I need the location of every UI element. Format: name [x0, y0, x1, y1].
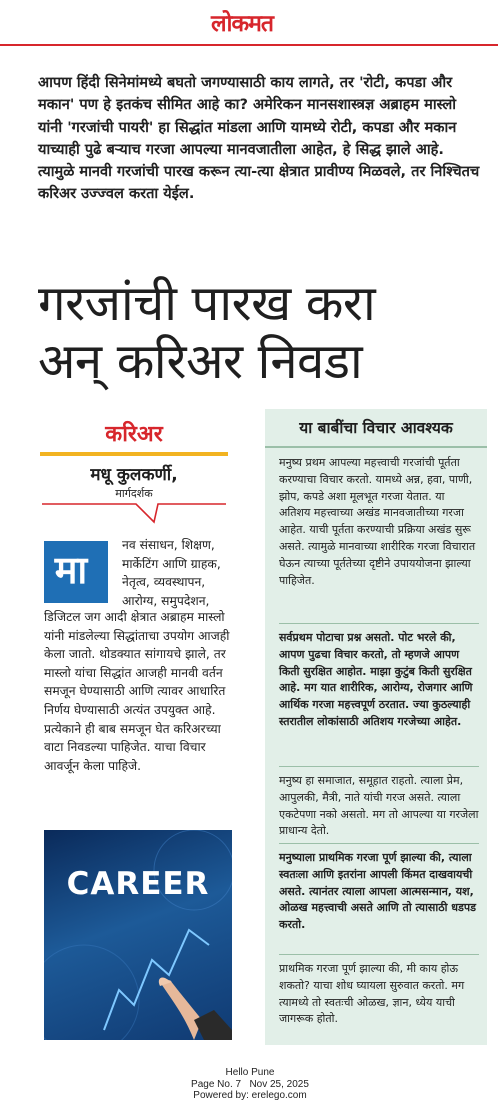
headline-line-2: अन् करिअर निवडा [38, 333, 363, 390]
author-name: मधू कुलकर्णी, [90, 465, 178, 485]
sidebar-divider [279, 623, 479, 624]
article-text-col2: डिजिटल जग आदी क्षेत्रात अब्राहम मास्लो यांनी मांडलेल्या सिद्धांताचा उपयोग आजही केला जातो. थोडक्यात सांगायचे झाले, तर मास्लो यांचा सिद्धांत आजही मानवी वर्तन समजून घेण्यासाठी आणि त्यावर आधारित निर्णय घेण्यासाठी अत्यंत उपयुक्त आहे. प्रत्येकाने ही बाब समजून घेत करिअरच्या वाटा निवडल्या पाहिजेत. याचा विचार आवर्जून केला पाहिजे. [44, 610, 230, 773]
sidebar-paragraph-1: मनुष्य प्रथम आपल्या महत्त्वाची गरजांची पूर्तता करण्याचा विचार करतो. यामध्ये अन्न, हवा, पाणी, झोप, कपडे अशा मूलभूत गरजा येतात. या अतिशय महत्त्वाच्या अखंड मानवजातीच्या गरजा आहेत. याची पूर्तता करण्याची प्रक्रिया अखंड सुरू असते. त्यामुळे मानवाच्या शारीरिक गरजा विचारात घेऊन त्याच्या पूर्ततेच्या दृष्टीने उपाययोजना झाल्या पाहिजेत. [279, 456, 476, 587]
footer-page-date [170, 1079, 330, 1091]
footer-edition: Hello Pune [225, 1067, 275, 1078]
sidebar-divider [279, 843, 479, 844]
headline [38, 275, 488, 391]
page-footer [170, 1067, 330, 1102]
sidebar-title: या बाबींचा विचार आवश्यक [299, 419, 453, 437]
lokmat-logo: लोकमत [210, 10, 274, 37]
dropcap-block [44, 541, 108, 603]
sidebar-divider [279, 766, 479, 767]
footer-powered[interactable]: Powered by: erelego.com [193, 1090, 307, 1101]
sidebar-divider [279, 954, 479, 955]
sidebar-paragraph-4: मनुष्याला प्राथमिक गरजा पूर्ण झाल्या की, त्याला स्वतःला आणि इतरांना आपली किंमत दाखवायची असते. त्यानंतर त्याला आपला आत्मसन्मान, यश, ओळख महत्त्वाची असते आणि तो त्यासाठी धडपड करतो. [279, 851, 477, 932]
career-word: CAREER [66, 866, 210, 902]
sidebar-paragraph-3: मनुष्य हा समाजात, समूहात राहतो. त्याला प्रेम, आपुलकी, मैत्री, नाते यांची गरज असते. त्याला एकटेपणा नको असतो. मग तो आपल्या या गरजेला प्राधान्य देतो. [279, 774, 479, 838]
career-illustration [44, 830, 232, 1040]
sidebar-title-rule [265, 446, 487, 448]
footer-page: Page No. 7 [191, 1078, 242, 1090]
speech-pointer-icon [40, 500, 228, 526]
sidebar-paragraph-5: प्राथमिक गरजा पूर्ण झाल्या की, मी काय होऊ शकतो? याचा शोध घ्यायला सुरुवात करतो. मग त्यामध्ये तो स्वतःची ओळख, ज्ञान, ध्येय याची जागरूक होतो. [279, 962, 465, 1026]
headline-line-1: गरजांची पारख करा [38, 275, 376, 332]
sidebar-paragraph-2: सर्वप्रथम पोटाचा प्रश्न असतो. पोट भरले की, आपण पुढचा विचार करतो, तो म्हणजे आपण किती सुरक्षित आहोत. माझा कुटुंब किती सुरक्षित आहे. मग यात शारीरिक, आरोग्य, रोजगार आणि आर्थिक गरजा महत्त्वपूर्ण ठरतात. ज्या कुठल्याही स्तरातील लोकांसाठी अतिशय गरजेच्या आहेत. [279, 631, 473, 728]
career-image [44, 830, 232, 1040]
masthead [0, 0, 498, 46]
footer-date: Nov 25, 2025 [249, 1078, 309, 1090]
intro-paragraph: आपण हिंदी सिनेमांमध्ये बघतो जगण्यासाठी काय लागते, तर 'रोटी, कपडा और मकान' पण हे इतकंच सीमित आहे का? अमेरिकन मानसशास्त्रज्ञ अब्राहम मास्लो यांनी 'गरजांची पायरी' हा सिद्धांत मांडला आणि यामध्ये रोटी, कपडा और मकान याच्याही पुढे बऱ्याच गरजा आपल्या मानवजातीला आहेत, हे सिद्ध झाले आहे. त्यामुळे मानवी गरजांची पारख करून त्या-त्या क्षेत्रात प्रावीण्य मिळवले, तर निश्चितच करिअर उज्ज्वल करता येईल. [38, 74, 480, 203]
section-rule [40, 452, 228, 456]
article-text-col1: नव संसाधन, शिक्षण, मार्केटिंग आणि ग्राहक, नेतृत्व, व्यवस्थापन, आरोग्य, समुपदेशन, [122, 538, 221, 608]
section-label: करिअर [105, 422, 163, 447]
dropcap-letter: मा [54, 548, 88, 592]
author-role: मार्गदर्शक [115, 487, 153, 500]
